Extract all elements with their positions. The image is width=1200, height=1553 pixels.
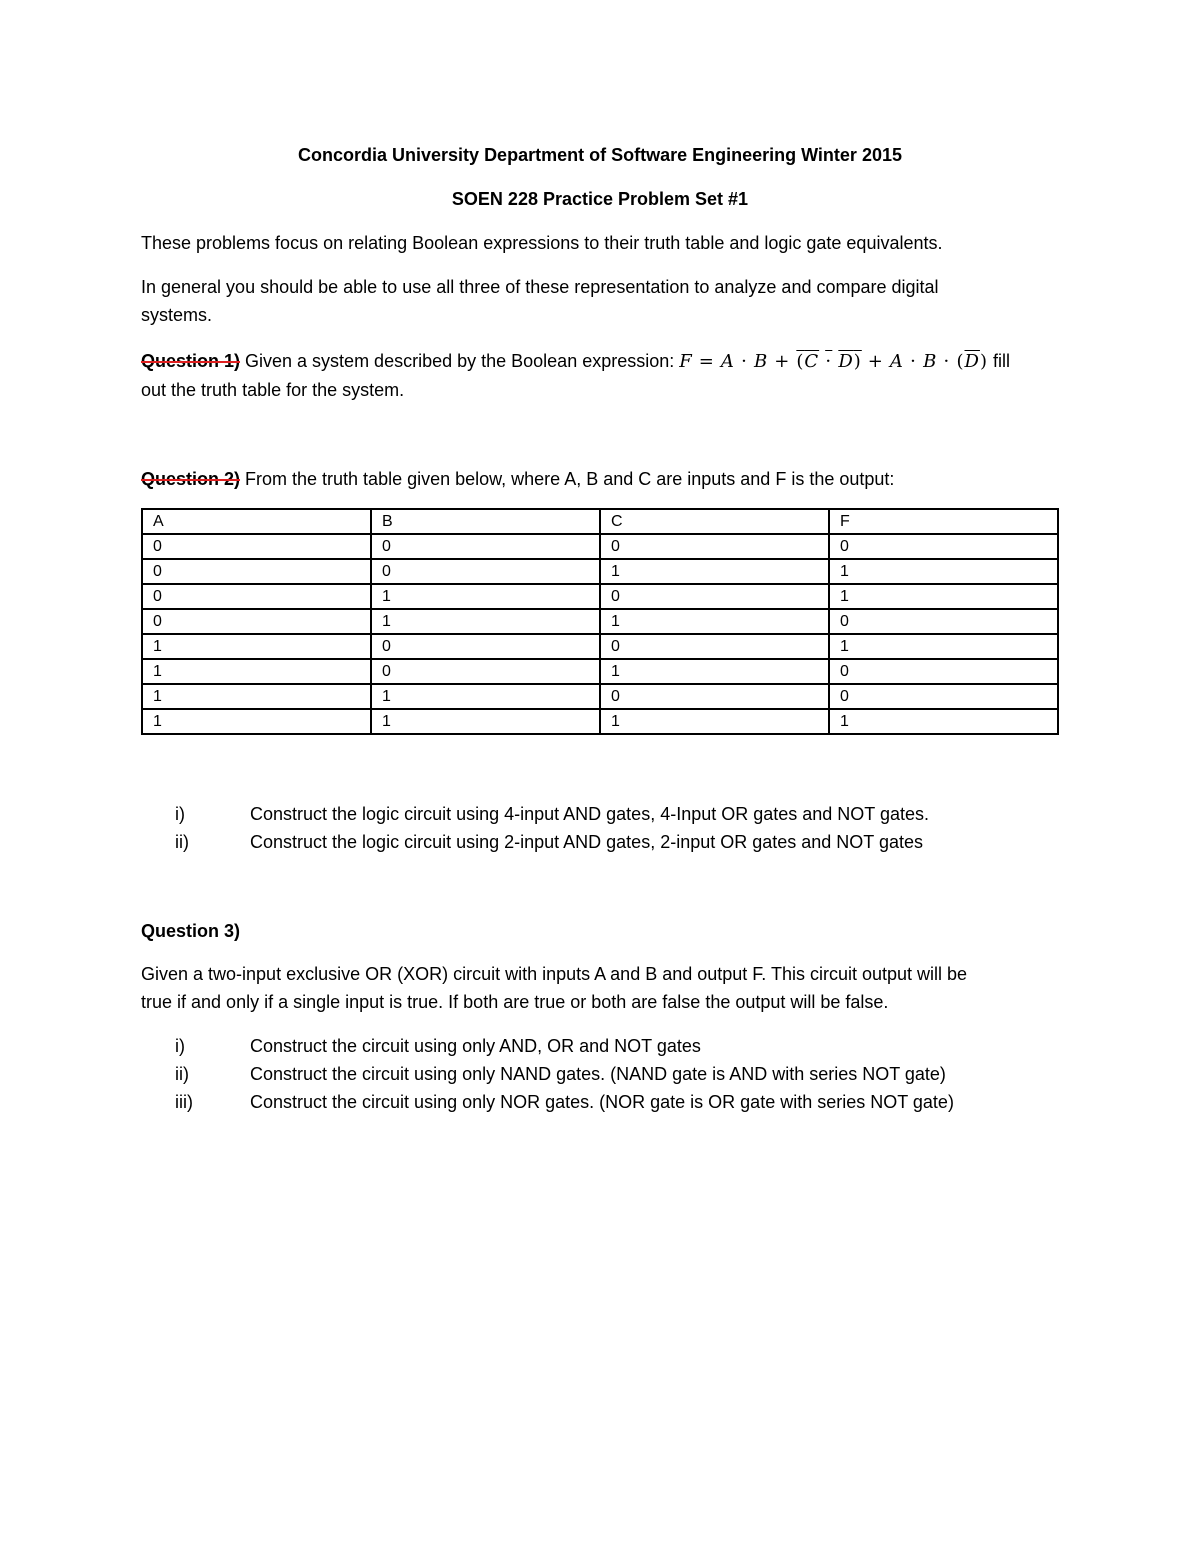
table-cell: 1 bbox=[600, 609, 829, 634]
table-cell: 1 bbox=[371, 684, 600, 709]
question-1-text: Given a system described by the Boolean expression: bbox=[240, 351, 680, 371]
table-cell: 1 bbox=[829, 634, 1058, 659]
list-text: Construct the logic circuit using 2-input AND gates, 2-input OR gates and NOT gates bbox=[250, 832, 924, 852]
expr-paren-open: ( bbox=[956, 351, 965, 372]
table-cell: 0 bbox=[600, 584, 829, 609]
expr-a: A bbox=[720, 351, 735, 372]
table-cell: 1 bbox=[371, 709, 600, 734]
question-2-line bbox=[141, 465, 894, 493]
table-cell: 0 bbox=[142, 559, 371, 584]
table-cell: 1 bbox=[142, 634, 371, 659]
table-cell: 1 bbox=[371, 609, 600, 634]
table-cell: 1 bbox=[371, 584, 600, 609]
table-cell: 0 bbox=[829, 659, 1058, 684]
table-header-cell: C bbox=[600, 509, 829, 534]
table-row bbox=[142, 659, 1058, 684]
table-cell: 1 bbox=[142, 709, 371, 734]
list-text: Construct the circuit using only NOR gates. (NOR gate is OR gate with series NOT gate) bbox=[250, 1092, 954, 1112]
expr-c: C bbox=[804, 351, 820, 372]
document-title: Concordia University Department of Software Engineering Winter 2015 bbox=[298, 145, 902, 165]
table-cell: 0 bbox=[371, 534, 600, 559]
table-cell: 0 bbox=[142, 584, 371, 609]
expr-paren-close: ) bbox=[979, 351, 988, 372]
expr-dot: ⋅ bbox=[943, 351, 951, 372]
table-cell: 0 bbox=[142, 534, 371, 559]
table-cell: 1 bbox=[829, 559, 1058, 584]
table-row bbox=[142, 709, 1058, 734]
truth-table bbox=[141, 508, 1059, 735]
question-3-label: Question 3) bbox=[141, 921, 241, 941]
table-row bbox=[142, 684, 1058, 709]
table-header-row bbox=[142, 509, 1058, 534]
table-cell: 0 bbox=[600, 684, 829, 709]
table-cell: 0 bbox=[600, 534, 829, 559]
expr-d: D bbox=[838, 351, 854, 372]
table-header-cell: A bbox=[142, 509, 371, 534]
list-number: iii) bbox=[175, 1092, 193, 1112]
expr-paren-open: ( bbox=[796, 351, 805, 372]
table-row bbox=[142, 609, 1058, 634]
table-cell: 0 bbox=[829, 684, 1058, 709]
table-header-cell: F bbox=[829, 509, 1058, 534]
question-1-line-2: out the truth table for the system. bbox=[141, 380, 405, 400]
table-row bbox=[142, 534, 1058, 559]
table-cell: 1 bbox=[142, 659, 371, 684]
table-cell: 1 bbox=[142, 684, 371, 709]
expr-dot: ⋅ bbox=[909, 351, 918, 372]
question-1-line-1 bbox=[141, 347, 1010, 376]
table-row bbox=[142, 634, 1058, 659]
table-cell: 0 bbox=[371, 559, 600, 584]
expr-not-d: $\overline{D}$ bbox=[964, 351, 980, 372]
expr-plus: + bbox=[774, 351, 791, 372]
table-cell: 0 bbox=[829, 534, 1058, 559]
expr-plus: + bbox=[867, 351, 884, 372]
table-cell: 0 bbox=[600, 634, 829, 659]
expr-b: B bbox=[754, 351, 769, 372]
document-subtitle: SOEN 228 Practice Problem Set #1 bbox=[451, 189, 749, 209]
list-number: i) bbox=[175, 1036, 185, 1056]
list-number: ii) bbox=[175, 832, 189, 852]
boolean-expression bbox=[679, 351, 988, 372]
question-3-line-2: true if and only if a single input is true. If both are true or both are false the output will be false. bbox=[141, 992, 889, 1012]
list-text: Construct the circuit using only AND, OR and NOT gates bbox=[250, 1036, 701, 1056]
question-1-label: Question 1) bbox=[141, 351, 241, 371]
expr-paren-close: ) bbox=[853, 351, 862, 372]
table-cell: 1 bbox=[600, 659, 829, 684]
table-cell: 1 bbox=[829, 709, 1058, 734]
table-cell: 0 bbox=[829, 609, 1058, 634]
table-row bbox=[142, 559, 1058, 584]
table-cell: 0 bbox=[142, 609, 371, 634]
table-header-cell: B bbox=[371, 509, 600, 534]
expr-b: B bbox=[923, 351, 938, 372]
list-number: i) bbox=[175, 804, 185, 824]
list-text: Construct the circuit using only NAND gates. (NAND gate is AND with series NOT gate) bbox=[250, 1064, 946, 1084]
intro-paragraph-2-line-1: In general you should be able to use all three of these representation to analyze and compare digital bbox=[141, 277, 939, 297]
list-number: ii) bbox=[175, 1064, 189, 1084]
intro-paragraph-1: These problems focus on relating Boolean expressions to their truth table and logic gate equivalents. bbox=[141, 233, 943, 253]
intro-paragraph-2-line-2: systems. bbox=[141, 305, 213, 325]
table-cell: 1 bbox=[829, 584, 1058, 609]
question-2-label: Question 2) bbox=[141, 469, 241, 489]
table-cell: 0 bbox=[371, 659, 600, 684]
expr-dot: ⋅ bbox=[825, 351, 833, 372]
question-2-text: From the truth table given below, where A, B and C are inputs and F is the output: bbox=[240, 469, 895, 489]
expr-equals: = bbox=[698, 351, 715, 372]
table-cell: 1 bbox=[600, 559, 829, 584]
table-cell: 0 bbox=[371, 634, 600, 659]
expr-dot: ⋅ bbox=[740, 351, 749, 372]
expr-a: A bbox=[889, 351, 904, 372]
question-1-text-after: fill bbox=[987, 351, 1010, 371]
question-3-line-1: Given a two-input exclusive OR (XOR) circuit with inputs A and B and output F. This circuit output will be bbox=[141, 964, 968, 984]
table-cell: 1 bbox=[600, 709, 829, 734]
expr-f: F bbox=[679, 351, 693, 372]
list-text: Construct the logic circuit using 4-input AND gates, 4-Input OR gates and NOT gates. bbox=[250, 804, 930, 824]
table-row bbox=[142, 584, 1058, 609]
expr-not-cd bbox=[796, 351, 861, 372]
